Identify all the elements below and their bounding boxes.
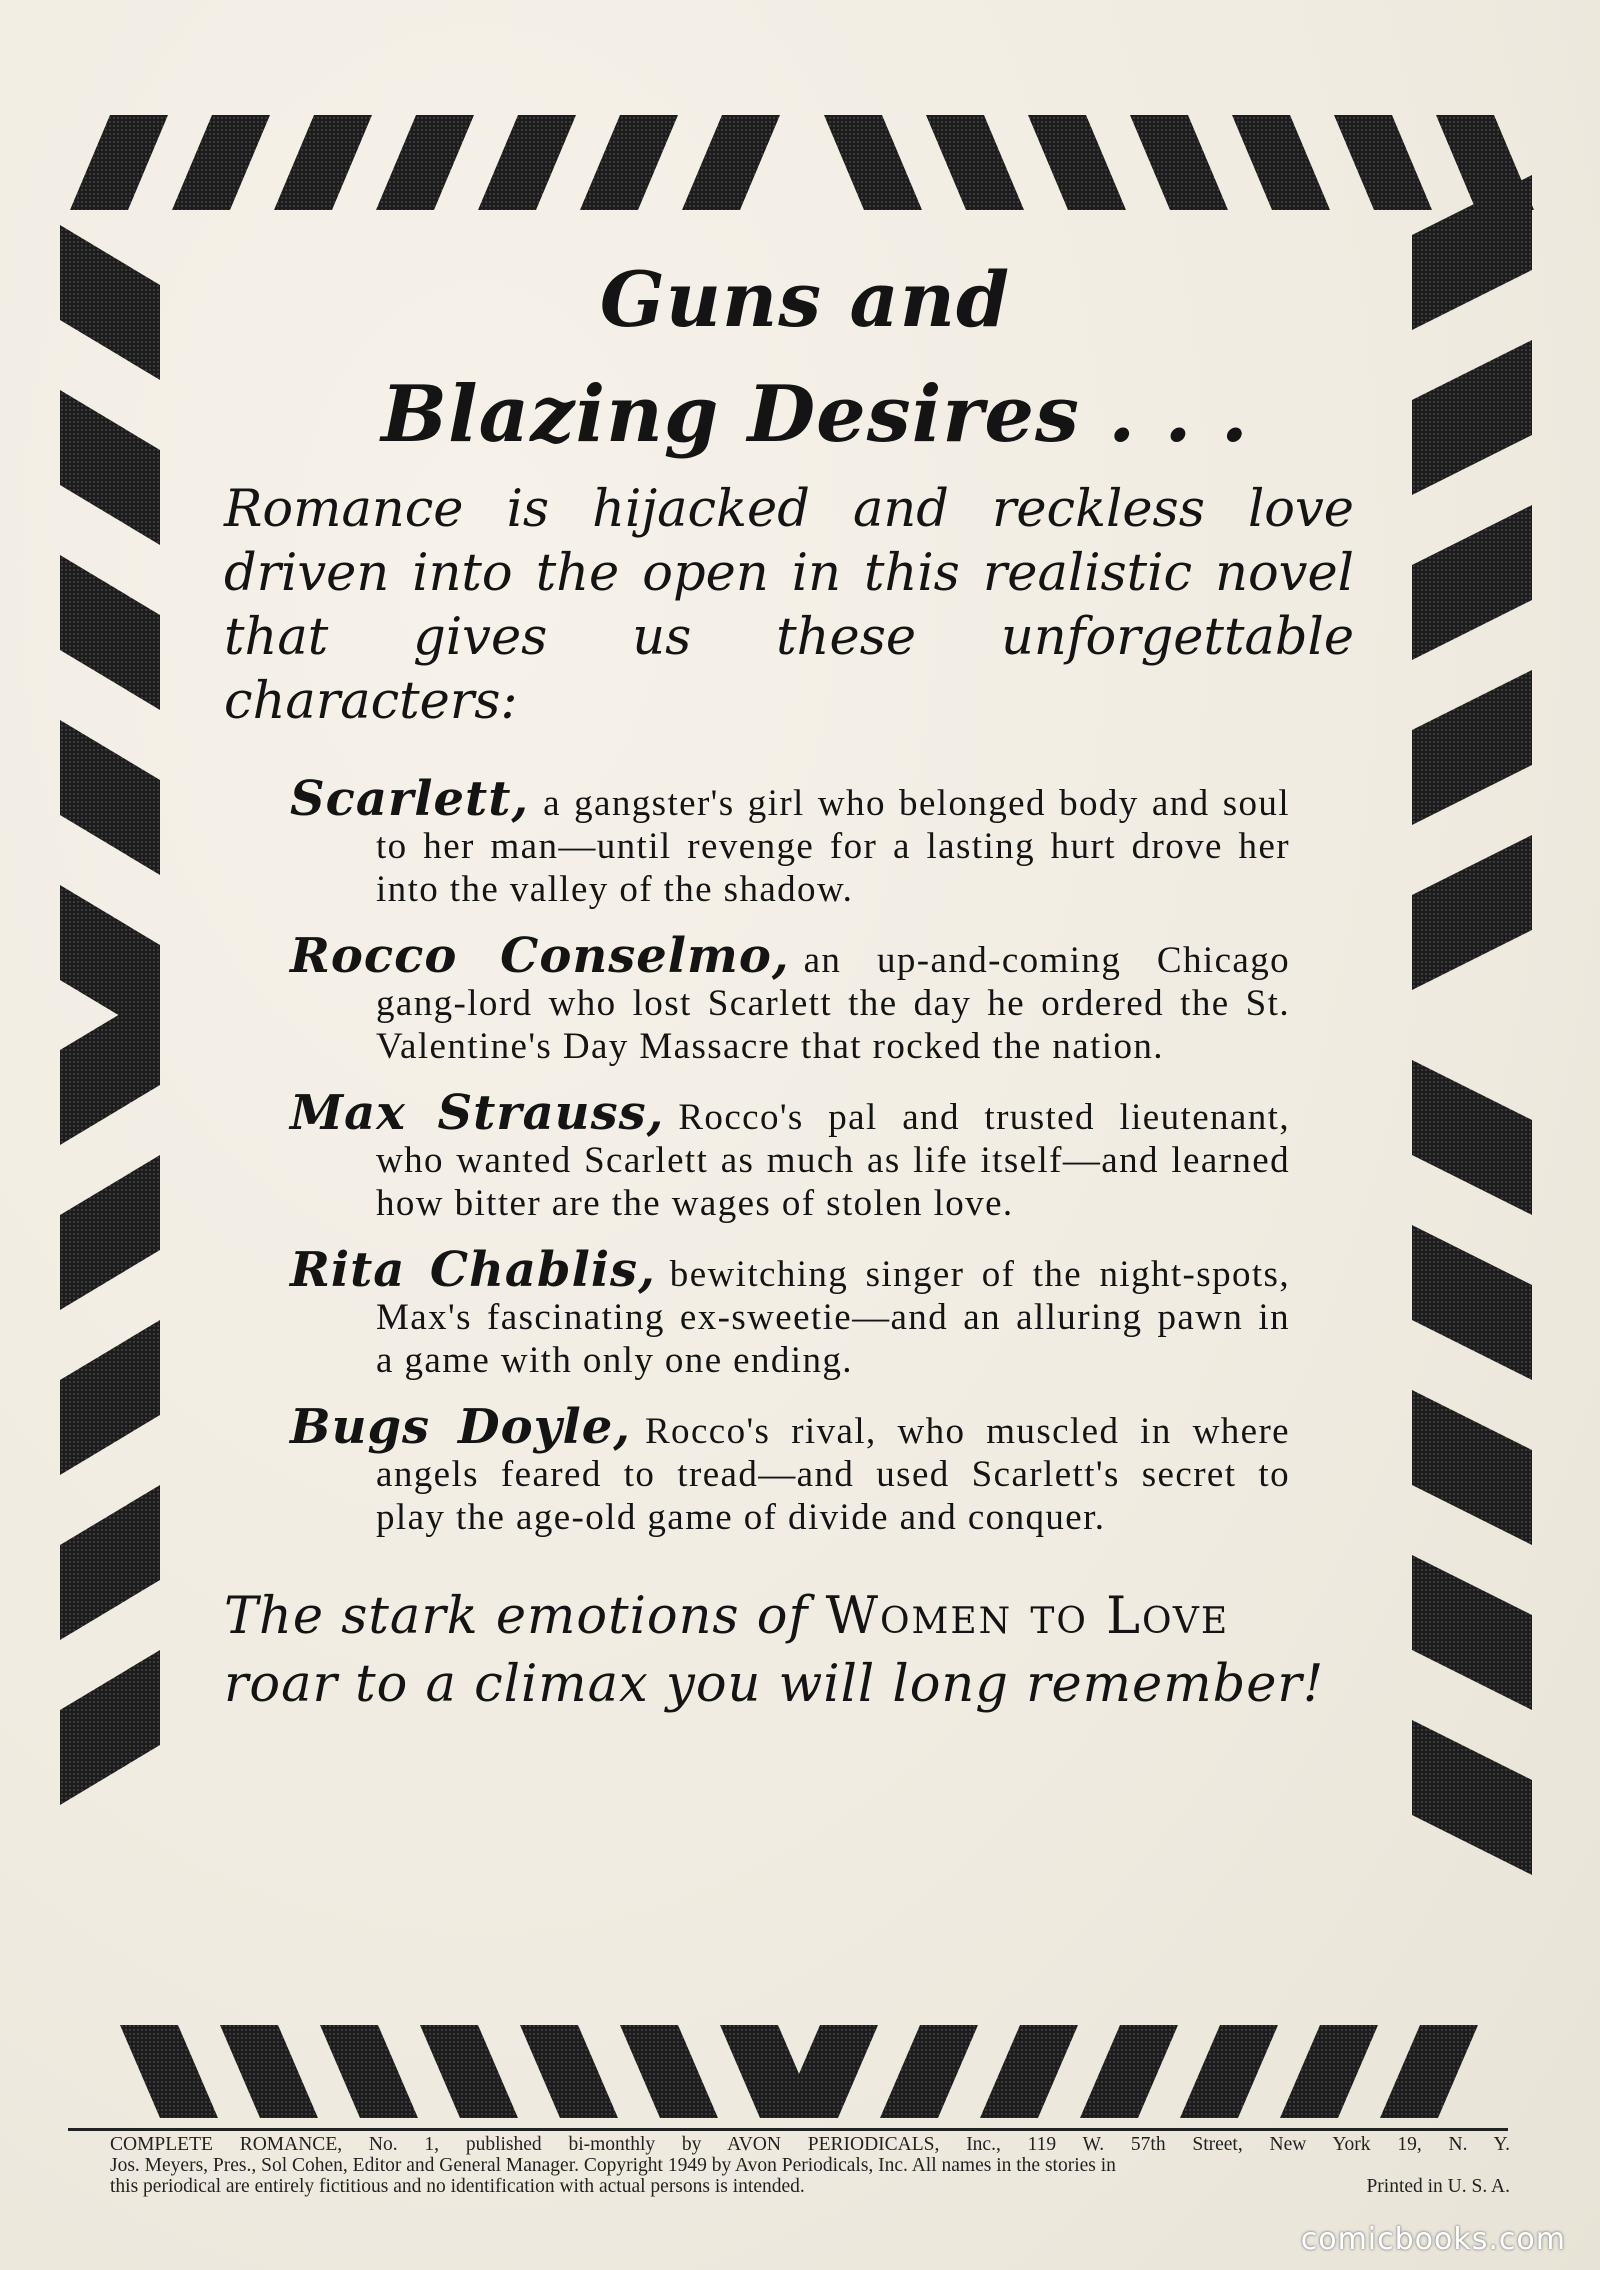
border-stripe bbox=[1280, 2025, 1378, 2118]
border-stripe bbox=[1412, 505, 1532, 660]
intro-paragraph: Romance is hijacked and reckless love driven into the open in this realistic novel that gives us these unforgettable characters: bbox=[224, 480, 1354, 731]
footer-printed-in: Printed in U. S. A. bbox=[1366, 2176, 1510, 2197]
border-stripe bbox=[1130, 115, 1228, 210]
border-stripe bbox=[1412, 1225, 1532, 1380]
border-stripe bbox=[60, 390, 160, 545]
border-stripe bbox=[60, 990, 160, 1145]
character-name: Max Strauss, bbox=[290, 1085, 665, 1141]
closing-text-after: roar to a climax you will long remember! bbox=[224, 1655, 1325, 1714]
border-stripe bbox=[172, 115, 270, 210]
border-stripe bbox=[60, 1320, 160, 1475]
character-description: Rocco's rival, who muscled in where angels feared to tread—and used Scarlett's secret to play the age-old game of divide and conquer. bbox=[376, 1411, 1290, 1538]
character-entry bbox=[290, 1242, 1291, 1382]
character-entry bbox=[290, 1399, 1290, 1539]
border-stripe bbox=[1380, 2025, 1478, 2118]
border-stripe bbox=[1028, 115, 1126, 210]
border-stripe bbox=[520, 2025, 618, 2118]
border-stripe bbox=[1334, 115, 1432, 210]
border-stripe bbox=[1412, 1060, 1532, 1215]
border-stripe bbox=[320, 2025, 418, 2118]
border-stripe bbox=[120, 2025, 218, 2118]
border-stripe bbox=[60, 1485, 160, 1640]
closing-book-title: Women to Love bbox=[825, 1587, 1230, 1646]
footer-line-1: COMPLETE ROMANCE, No. 1, published bi-monthly by AVON PERIODICALS, Inc., 119 W. 57th Street, New York 19, N. Y. bbox=[110, 2134, 1510, 2155]
character-description: a gangster's girl who belonged body and soul to her man—until revenge for a lasting hurt drove her into the valley of the shadow. bbox=[376, 783, 1290, 910]
border-stripe bbox=[1412, 670, 1532, 825]
border-stripe bbox=[1080, 2025, 1178, 2118]
border-stripe bbox=[274, 115, 372, 210]
border-stripe bbox=[1412, 835, 1532, 990]
character-entry bbox=[290, 771, 1290, 911]
border-stripe bbox=[420, 2025, 518, 2118]
character-name: Rocco Conselmo, bbox=[290, 928, 790, 984]
border-stripe bbox=[1412, 1555, 1532, 1710]
character-entry bbox=[290, 928, 1291, 1068]
border-stripe bbox=[926, 115, 1024, 210]
footer-line-3: this periodical are entirely fictitious and no identification with actual persons is intended. bbox=[110, 2176, 805, 2197]
character-description: Rocco's pal and trusted lieutenant, who wanted Scarlett as much as life itself—and learned how bitter are the wages of stolen love. bbox=[376, 1097, 1290, 1224]
border-stripe bbox=[376, 115, 474, 210]
border-stripe bbox=[60, 1155, 160, 1310]
headline-line-1: Guns and bbox=[599, 255, 1011, 344]
main-content bbox=[210, 250, 1360, 1719]
border-stripe bbox=[60, 720, 160, 875]
border-stripe bbox=[880, 2025, 978, 2118]
border-stripe bbox=[220, 2025, 318, 2118]
footer-divider bbox=[68, 2128, 1508, 2131]
border-stripe bbox=[1232, 115, 1330, 210]
border-stripe bbox=[60, 555, 160, 710]
border-stripe bbox=[620, 2025, 718, 2118]
border-stripe bbox=[60, 225, 160, 380]
border-stripe bbox=[1412, 340, 1532, 495]
border-stripe bbox=[580, 115, 678, 210]
border-stripe bbox=[70, 115, 168, 210]
border-stripe bbox=[1412, 1720, 1532, 1875]
character-entry bbox=[290, 1085, 1290, 1225]
headline-line-2: Blazing Desires . . . bbox=[381, 369, 1249, 460]
closing-paragraph bbox=[224, 1583, 1354, 1719]
closing-text-before: The stark emotions of bbox=[224, 1587, 809, 1646]
character-description: bewitching singer of the night-spots, Max's fascinating ex-sweetie—and an alluring pawn in a game with only one ending. bbox=[376, 1254, 1291, 1381]
border-stripe bbox=[980, 2025, 1078, 2118]
publication-footer bbox=[110, 2134, 1510, 2197]
character-list bbox=[290, 771, 1291, 1539]
border-stripe bbox=[682, 115, 780, 210]
border-stripe bbox=[824, 115, 922, 210]
border-stripe bbox=[1412, 1390, 1532, 1545]
watermark-text: comicbooks.com bbox=[1300, 2222, 1566, 2257]
border-stripe bbox=[1180, 2025, 1278, 2118]
border-stripe bbox=[478, 115, 576, 210]
character-name: Scarlett, bbox=[290, 771, 530, 827]
footer-line-2: Jos. Meyers, Pres., Sol Cohen, Editor and General Manager. Copyright 1949 by Avon Periodicals, Inc. All names in the stories in bbox=[110, 2155, 1116, 2176]
border-stripe bbox=[60, 1650, 160, 1805]
character-name: Bugs Doyle, bbox=[290, 1399, 631, 1455]
character-description: an up-and-coming Chicago gang-lord who lost Scarlett the day he ordered the St. Valentine's Day Massacre that rocked the nation. bbox=[376, 940, 1291, 1067]
character-name: Rita Chablis, bbox=[290, 1242, 656, 1298]
